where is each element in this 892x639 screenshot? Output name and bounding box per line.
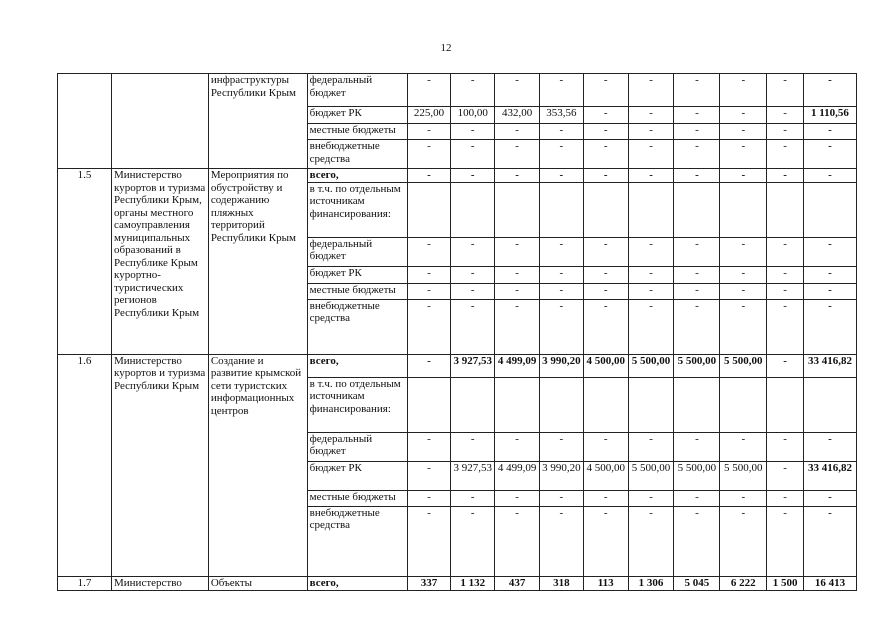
value-cell: 1 500	[767, 576, 804, 590]
value-cell: -	[583, 299, 628, 354]
value-cell: -	[407, 506, 451, 576]
value-cell: -	[583, 490, 628, 506]
value-cell	[583, 377, 628, 432]
source-label: всего,	[307, 576, 407, 590]
value-cell: -	[674, 124, 720, 140]
value-cell: -	[583, 169, 628, 183]
value-cell: -	[803, 140, 856, 169]
value-cell	[628, 182, 674, 237]
value-cell	[674, 377, 720, 432]
value-cell: 4 500,00	[583, 354, 628, 377]
value-cell: -	[407, 74, 451, 107]
value-cell: -	[674, 237, 720, 266]
value-cell: -	[628, 140, 674, 169]
value-cell: -	[803, 490, 856, 506]
table-row	[58, 74, 857, 107]
source-label: бюджет РК	[307, 266, 407, 283]
value-cell: -	[803, 432, 856, 461]
value-cell: -	[767, 299, 804, 354]
source-label: федеральный бюджет	[307, 237, 407, 266]
value-cell: -	[451, 506, 495, 576]
value-cell: -	[720, 506, 767, 576]
source-label: бюджет РК	[307, 461, 407, 490]
value-cell: -	[628, 266, 674, 283]
value-cell: -	[539, 432, 583, 461]
value-cell: -	[539, 124, 583, 140]
value-cell: -	[628, 74, 674, 107]
value-cell	[495, 377, 540, 432]
value-cell: -	[767, 506, 804, 576]
value-cell: -	[495, 124, 540, 140]
value-cell: -	[674, 266, 720, 283]
source-label: местные бюджеты	[307, 124, 407, 140]
value-cell: -	[583, 74, 628, 107]
value-cell: -	[451, 74, 495, 107]
value-cell	[583, 182, 628, 237]
value-cell	[720, 377, 767, 432]
value-cell: -	[495, 140, 540, 169]
value-cell: 225,00	[407, 107, 451, 124]
value-cell	[407, 182, 451, 237]
value-cell: -	[495, 169, 540, 183]
value-cell: -	[674, 432, 720, 461]
source-label: в т.ч. по отдельным источникам финансирования:	[307, 182, 407, 237]
value-cell: -	[803, 169, 856, 183]
value-cell: -	[407, 283, 451, 299]
source-label: федеральный бюджет	[307, 74, 407, 107]
organization-cell: Министерство	[112, 576, 209, 590]
source-label: всего,	[307, 354, 407, 377]
value-cell: 5 045	[674, 576, 720, 590]
value-cell	[539, 182, 583, 237]
value-cell	[767, 377, 804, 432]
value-cell: -	[407, 432, 451, 461]
value-cell: -	[803, 506, 856, 576]
row-number: 1.6	[58, 354, 112, 576]
value-cell: -	[583, 506, 628, 576]
value-cell: -	[451, 299, 495, 354]
value-cell: -	[539, 283, 583, 299]
value-cell: -	[583, 140, 628, 169]
source-label: внебюджетные средства	[307, 140, 407, 169]
value-cell: -	[407, 266, 451, 283]
value-cell	[803, 377, 856, 432]
value-cell: -	[583, 124, 628, 140]
value-cell: -	[767, 124, 804, 140]
value-cell: -	[803, 299, 856, 354]
value-cell: -	[628, 237, 674, 266]
value-cell: -	[451, 283, 495, 299]
organization-cell	[112, 74, 209, 169]
value-cell: -	[407, 169, 451, 183]
value-cell: -	[767, 432, 804, 461]
value-cell: -	[539, 506, 583, 576]
value-cell: -	[583, 237, 628, 266]
value-cell: -	[720, 74, 767, 107]
value-cell: -	[767, 283, 804, 299]
activity-cell: Мероприятия по обустройству и содержанию пляжных территорий Республики Крым	[208, 169, 307, 355]
page-number: 12	[440, 42, 452, 54]
organization-cell: Министерство курортов и туризма Республики Крым	[112, 354, 209, 576]
value-cell: -	[451, 490, 495, 506]
value-cell: 5 500,00	[628, 461, 674, 490]
activity-cell: Объекты	[208, 576, 307, 590]
value-cell: -	[628, 169, 674, 183]
source-label: внебюджетные средства	[307, 299, 407, 354]
value-cell: -	[767, 266, 804, 283]
value-cell: -	[628, 283, 674, 299]
row-number	[58, 74, 112, 169]
value-cell: -	[451, 432, 495, 461]
value-cell: -	[720, 283, 767, 299]
value-cell: 437	[495, 576, 540, 590]
value-cell: -	[767, 74, 804, 107]
value-cell: -	[767, 237, 804, 266]
value-cell: -	[628, 124, 674, 140]
value-cell: 1 306	[628, 576, 674, 590]
value-cell: -	[720, 140, 767, 169]
value-cell: 3 990,20	[539, 354, 583, 377]
source-label: местные бюджеты	[307, 490, 407, 506]
value-cell: -	[720, 490, 767, 506]
value-cell: -	[720, 107, 767, 124]
table-row	[58, 354, 857, 377]
value-cell: 6 222	[720, 576, 767, 590]
value-cell: -	[539, 140, 583, 169]
value-cell: -	[583, 107, 628, 124]
value-cell: 318	[539, 576, 583, 590]
value-cell: -	[628, 490, 674, 506]
value-cell: -	[803, 74, 856, 107]
value-cell: -	[539, 299, 583, 354]
value-cell	[628, 377, 674, 432]
value-cell: -	[451, 124, 495, 140]
value-cell: -	[495, 490, 540, 506]
value-cell: -	[628, 432, 674, 461]
value-cell: -	[674, 283, 720, 299]
value-cell: -	[451, 237, 495, 266]
value-cell: -	[628, 299, 674, 354]
value-cell: -	[495, 237, 540, 266]
value-cell: -	[583, 432, 628, 461]
value-cell: -	[539, 490, 583, 506]
source-label: местные бюджеты	[307, 283, 407, 299]
value-cell: -	[767, 490, 804, 506]
value-cell: 100,00	[451, 107, 495, 124]
value-cell: -	[767, 107, 804, 124]
value-cell: -	[720, 432, 767, 461]
value-cell	[720, 182, 767, 237]
table-row	[58, 169, 857, 183]
value-cell: -	[674, 140, 720, 169]
value-cell: -	[767, 354, 804, 377]
value-cell: 4 499,09	[495, 461, 540, 490]
source-label: внебюджетные средства	[307, 506, 407, 576]
value-cell: -	[767, 461, 804, 490]
source-label: всего,	[307, 169, 407, 183]
value-cell: -	[720, 299, 767, 354]
value-cell: -	[451, 169, 495, 183]
source-label: бюджет РК	[307, 107, 407, 124]
value-cell	[495, 182, 540, 237]
value-cell: 3 990,20	[539, 461, 583, 490]
value-cell	[407, 377, 451, 432]
value-cell	[767, 182, 804, 237]
value-cell: -	[407, 490, 451, 506]
value-cell: 113	[583, 576, 628, 590]
value-cell: -	[407, 461, 451, 490]
value-cell: 432,00	[495, 107, 540, 124]
value-cell: -	[583, 266, 628, 283]
value-cell	[539, 377, 583, 432]
value-cell	[803, 182, 856, 237]
value-cell: 3 927,53	[451, 461, 495, 490]
value-cell: 33 416,82	[803, 461, 856, 490]
source-label: федеральный бюджет	[307, 432, 407, 461]
value-cell: -	[495, 506, 540, 576]
value-cell: 5 500,00	[720, 461, 767, 490]
value-cell: -	[495, 74, 540, 107]
value-cell: 4 499,09	[495, 354, 540, 377]
value-cell: -	[495, 266, 540, 283]
value-cell: -	[539, 169, 583, 183]
value-cell: -	[628, 506, 674, 576]
row-number: 1.5	[58, 169, 112, 355]
value-cell: -	[674, 74, 720, 107]
value-cell: 16 413	[803, 576, 856, 590]
value-cell	[451, 377, 495, 432]
value-cell: 5 500,00	[720, 354, 767, 377]
value-cell: 5 500,00	[674, 461, 720, 490]
value-cell: -	[407, 354, 451, 377]
value-cell: -	[767, 140, 804, 169]
value-cell	[674, 182, 720, 237]
table-row	[58, 576, 857, 590]
value-cell: 1 132	[451, 576, 495, 590]
budget-table	[57, 73, 857, 591]
value-cell: -	[495, 283, 540, 299]
value-cell: 1 110,56	[803, 107, 856, 124]
row-number: 1.7	[58, 576, 112, 590]
value-cell: -	[674, 107, 720, 124]
value-cell: -	[495, 432, 540, 461]
value-cell: -	[674, 490, 720, 506]
value-cell: -	[539, 74, 583, 107]
value-cell: -	[583, 283, 628, 299]
value-cell: -	[407, 237, 451, 266]
value-cell: -	[495, 299, 540, 354]
value-cell: -	[539, 266, 583, 283]
value-cell: 353,56	[539, 107, 583, 124]
value-cell: 33 416,82	[803, 354, 856, 377]
value-cell: 5 500,00	[628, 354, 674, 377]
value-cell: -	[539, 237, 583, 266]
value-cell: -	[451, 266, 495, 283]
value-cell: -	[407, 140, 451, 169]
value-cell: -	[803, 124, 856, 140]
value-cell: 337	[407, 576, 451, 590]
value-cell: -	[628, 107, 674, 124]
table-body	[58, 74, 857, 591]
value-cell: -	[407, 299, 451, 354]
value-cell: -	[674, 299, 720, 354]
value-cell: -	[803, 283, 856, 299]
value-cell: -	[674, 506, 720, 576]
value-cell: -	[720, 237, 767, 266]
activity-cell: инфраструктуры Республики Крым	[208, 74, 307, 169]
value-cell: -	[803, 266, 856, 283]
value-cell: -	[720, 169, 767, 183]
value-cell: -	[767, 169, 804, 183]
value-cell: -	[720, 266, 767, 283]
value-cell: 4 500,00	[583, 461, 628, 490]
value-cell: 3 927,53	[451, 354, 495, 377]
value-cell: -	[451, 140, 495, 169]
value-cell	[451, 182, 495, 237]
source-label: в т.ч. по отдельным источникам финансирования:	[307, 377, 407, 432]
value-cell: 5 500,00	[674, 354, 720, 377]
value-cell: -	[803, 237, 856, 266]
value-cell: -	[407, 124, 451, 140]
value-cell: -	[720, 124, 767, 140]
activity-cell: Создание и развитие крымской сети туристских информационных центров	[208, 354, 307, 576]
organization-cell: Министерство курортов и туризма Республики Крым, органы местного самоуправления муниципальных образований в Республике Крым курортно-туристических регионов Республики Крым	[112, 169, 209, 355]
value-cell: -	[674, 169, 720, 183]
